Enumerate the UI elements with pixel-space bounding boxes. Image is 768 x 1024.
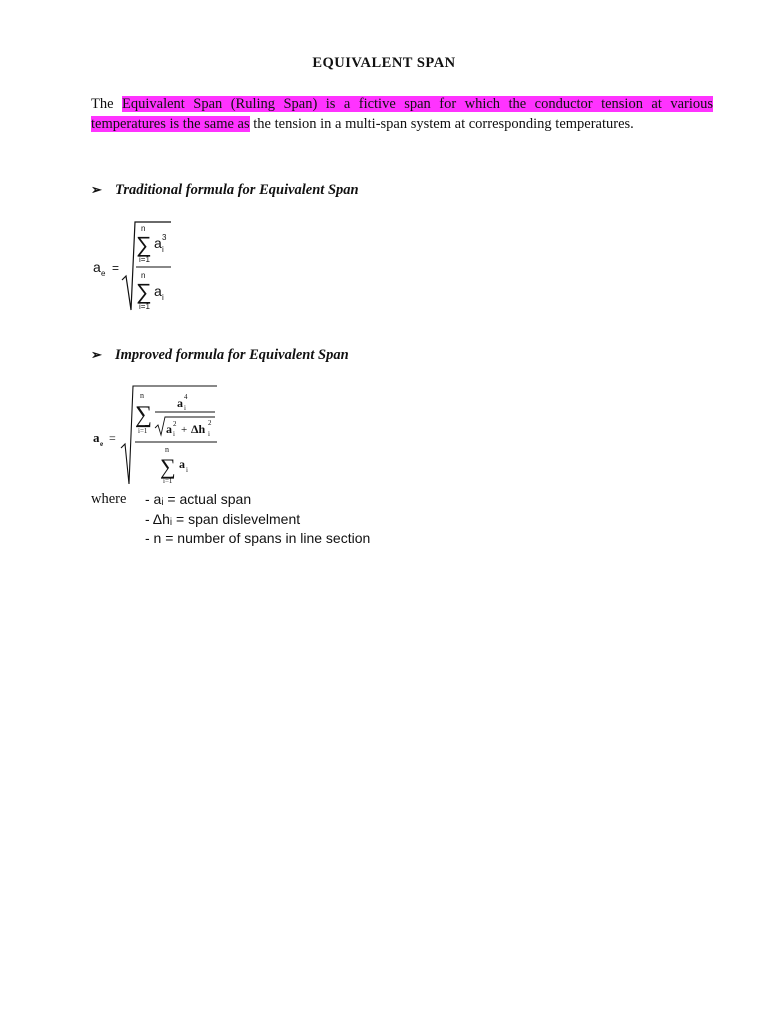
formula-lhs-subscript: e xyxy=(101,269,106,278)
sum-upper-limit: n xyxy=(141,271,146,280)
formula-lhs: a xyxy=(93,430,100,445)
delta-h-subscript: i xyxy=(208,430,210,438)
sum-lower-limit: i=1 xyxy=(139,302,150,311)
sum-lower-limit: i=1 xyxy=(139,255,150,264)
intro-rest: the tension in a multi-span system at corresponding temperatures. xyxy=(249,115,634,132)
variable-legend xyxy=(91,490,370,549)
section-heading-improved xyxy=(91,347,349,364)
inner-numerator-exponent: 4 xyxy=(184,393,188,401)
numerator-exponent: 3 xyxy=(162,233,167,242)
delta-h: Δh xyxy=(191,422,206,436)
arrow-bullet-icon: ➢ xyxy=(91,347,102,362)
legend-row xyxy=(91,490,370,510)
legend-item: - n = number of spans in line section xyxy=(145,530,371,546)
delta-h-exponent: 2 xyxy=(208,419,212,427)
summation-icon: ∑ xyxy=(135,402,153,428)
numerator-variable: a xyxy=(154,235,162,251)
denominator-subscript: i xyxy=(162,293,164,302)
numerator-subscript: i xyxy=(162,245,164,254)
traditional-formula xyxy=(85,218,185,318)
legend-row xyxy=(91,510,370,530)
inner-denominator-a: a xyxy=(166,422,172,436)
sum-upper-limit: n xyxy=(141,224,146,233)
highlighted-definition: Equivalent Span (Ruling Span) is a fictive span for which the conductor tension at various temperatures is the same as xyxy=(91,96,714,132)
formula-lhs: a xyxy=(93,259,101,275)
section-heading-label: Traditional formula for Equivalent Span xyxy=(115,182,359,198)
inner-denominator-a-exponent: 2 xyxy=(173,420,177,428)
inner-numerator-variable: a xyxy=(177,396,183,410)
summation-icon: ∑ xyxy=(160,454,176,479)
legend-row xyxy=(91,529,370,549)
page-title: EQUIVALENT SPAN xyxy=(312,55,456,71)
sum-lower-limit: i=1 xyxy=(138,427,148,435)
legend-item: - Δhᵢ = span dislevelment xyxy=(145,510,301,527)
intro-lead: The xyxy=(91,96,122,112)
inner-denominator-a-subscript: i xyxy=(173,430,175,438)
inner-numerator-subscript: i xyxy=(184,404,186,412)
formula-equals: = xyxy=(109,431,116,445)
arrow-bullet-icon: ➢ xyxy=(91,182,102,197)
summation-icon: ∑ xyxy=(136,279,152,304)
formula-equals: = xyxy=(112,261,120,275)
denominator-subscript: i xyxy=(186,466,188,474)
legend-label: where xyxy=(91,491,127,507)
improved-formula xyxy=(85,382,225,486)
summation-icon: ∑ xyxy=(136,232,152,257)
sum-upper-limit: n xyxy=(165,445,169,454)
intro-paragraph xyxy=(91,95,713,134)
section-heading-label: Improved formula for Equivalent Span xyxy=(115,347,349,363)
formula-lhs-subscript: e xyxy=(100,440,104,448)
plus-sign: + xyxy=(181,424,188,436)
sum-lower-limit: i=1 xyxy=(163,477,173,485)
sum-upper-limit: n xyxy=(140,391,144,400)
denominator-variable: a xyxy=(154,283,162,299)
denominator-variable: a xyxy=(179,457,185,471)
legend-item: - aᵢ = actual span xyxy=(145,491,252,507)
section-heading-traditional xyxy=(91,182,359,199)
